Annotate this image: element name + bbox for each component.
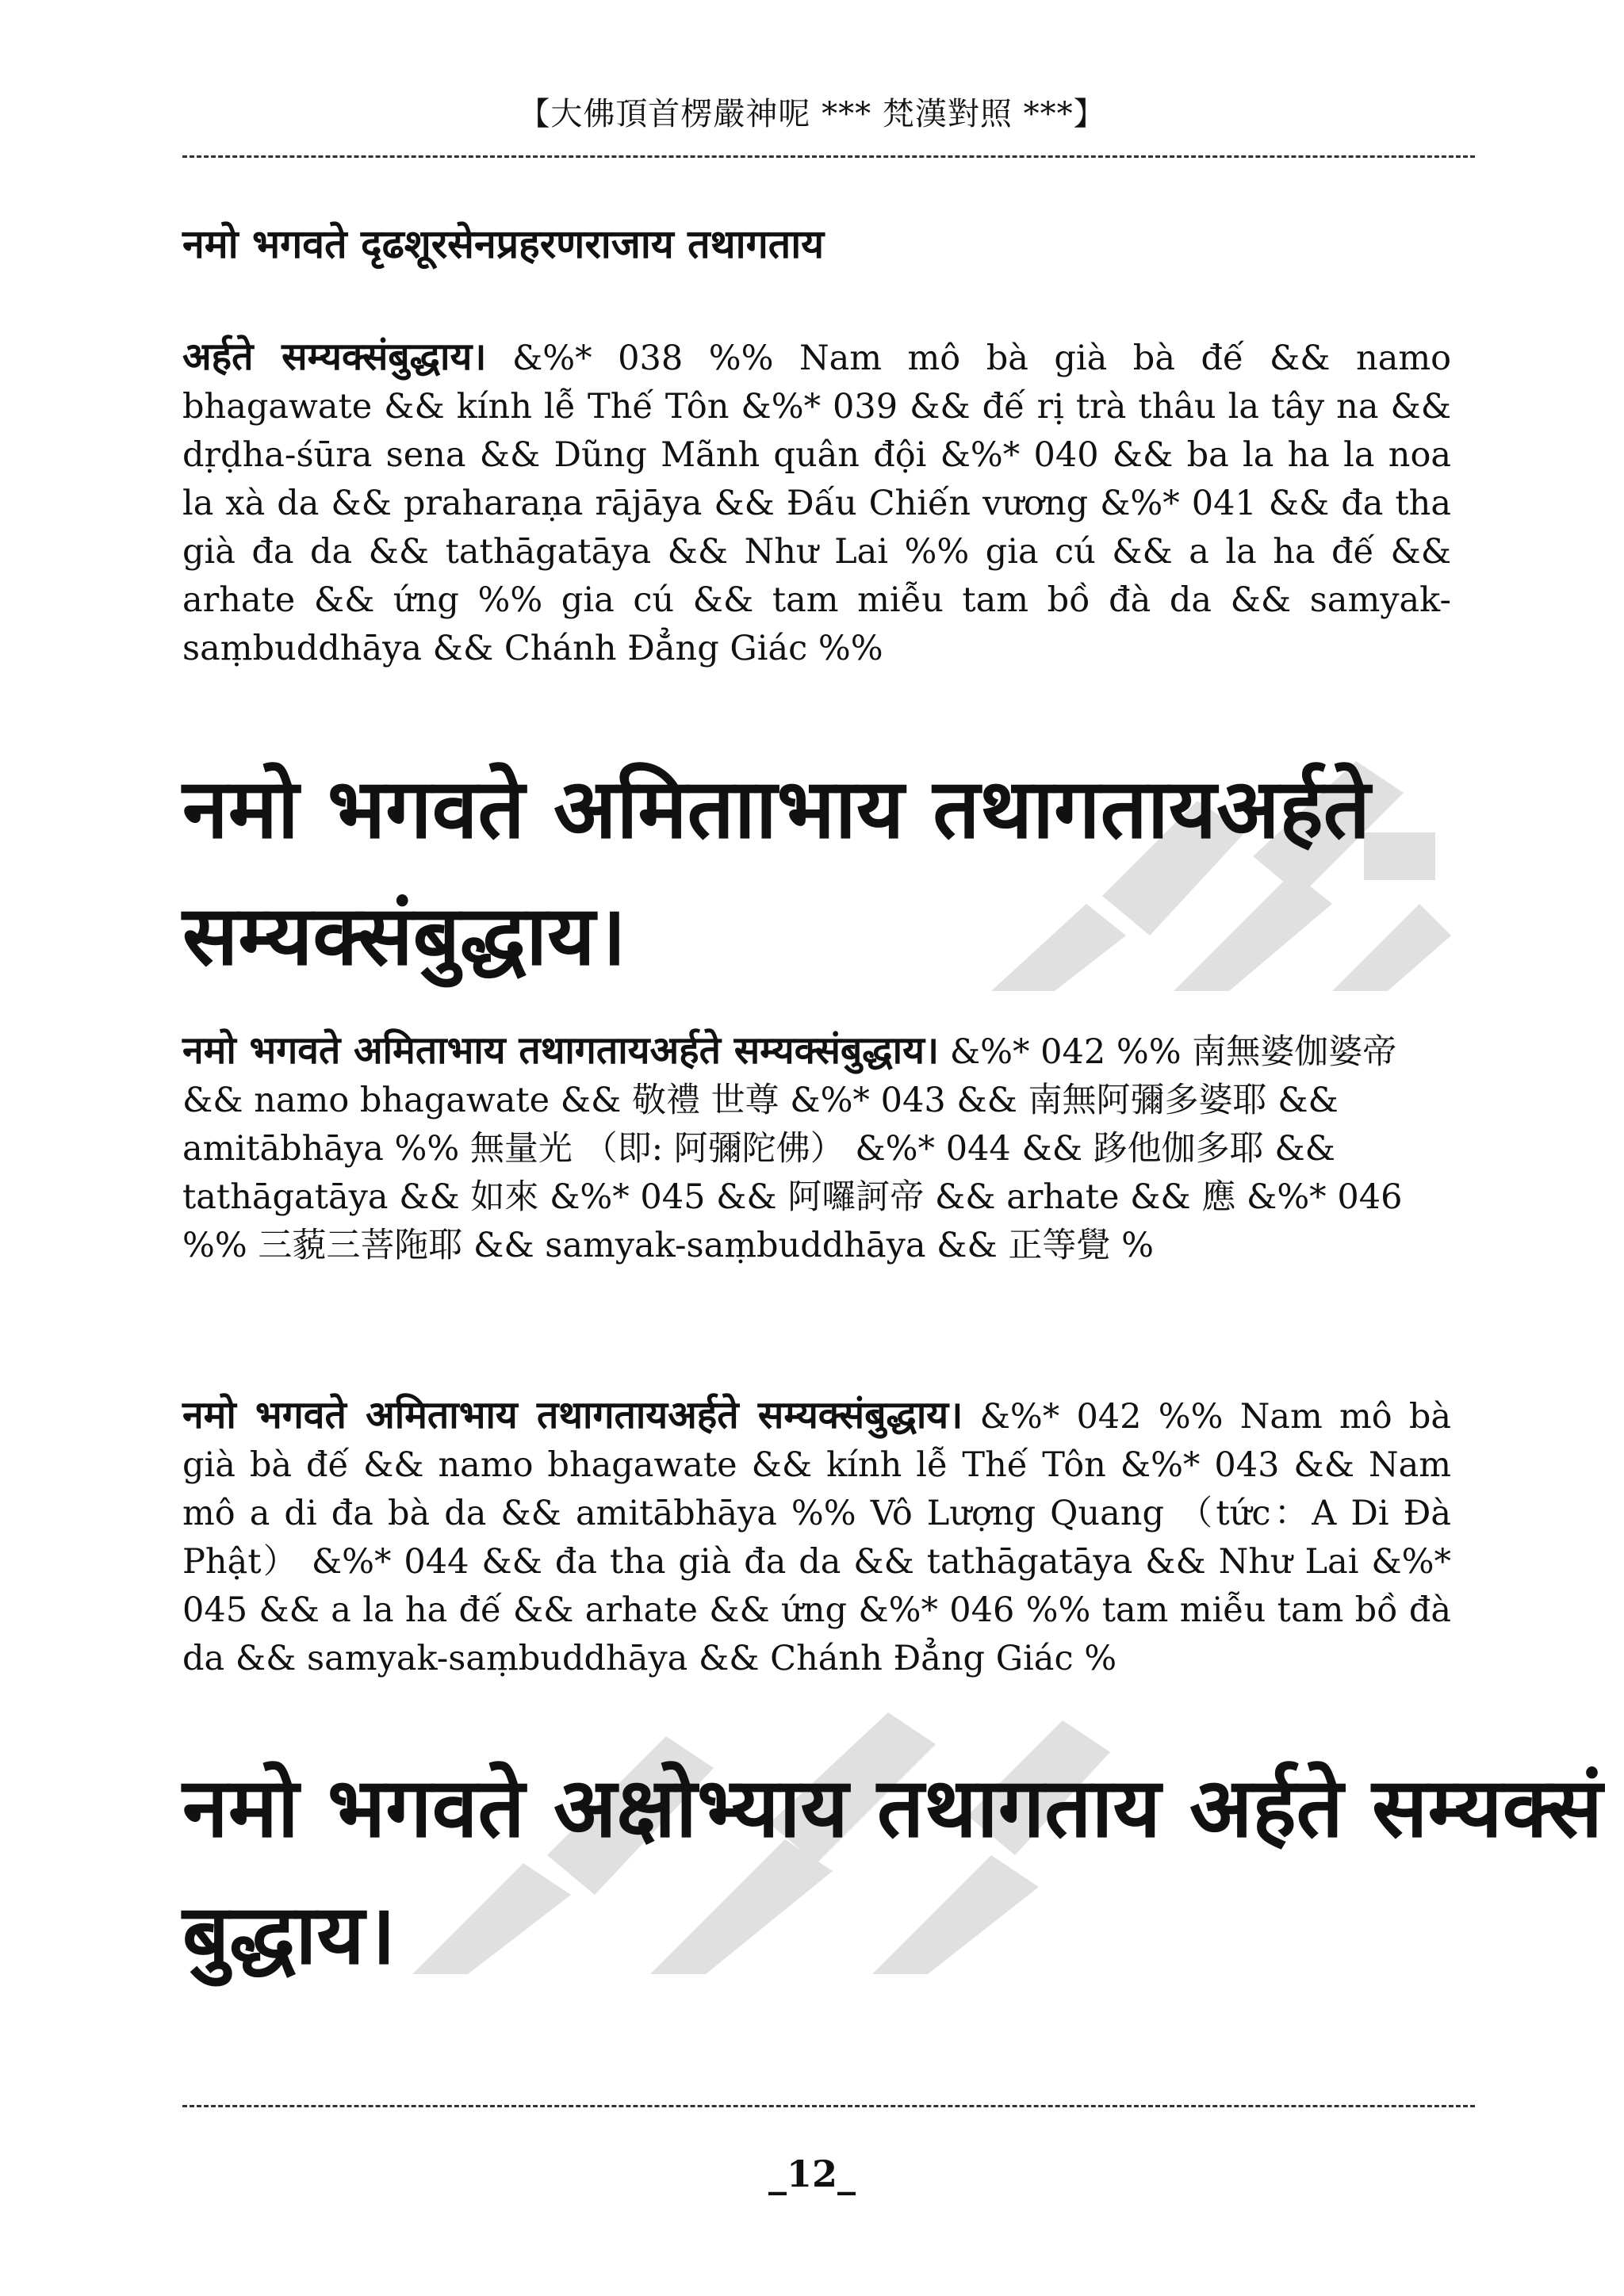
sanskrit-inline: नमो भगवते अमिताभाय तथागतायअर्हते सम्यक्संबुद्धाय। bbox=[182, 1393, 963, 1437]
running-header: 【大佛頂首楞嚴神呢 *** 梵漢對照 ***】 bbox=[518, 96, 1106, 132]
page-number: _12_ bbox=[768, 2152, 856, 2195]
sanskrit-inline: अर्हते सम्यक्संबुद्धाय। bbox=[182, 335, 487, 379]
section-amitabha-large-block bbox=[182, 745, 1530, 999]
section-akshobhya-large-block bbox=[182, 1744, 1603, 1998]
header-divider bbox=[182, 155, 1475, 158]
footer-divider bbox=[182, 2105, 1475, 2107]
section-amitabha-vietnamese-paragraph bbox=[182, 1391, 1451, 1683]
section-dridha-paragraph bbox=[182, 333, 1451, 673]
sanskrit-large-line-2: बुद्धाय। bbox=[182, 1886, 396, 1983]
sanskrit-large-line-1: नमो भगवते अमितााभाय तथागतायअर्हते bbox=[182, 760, 1371, 857]
sanskrit-large-line-1: नमो भगवते अक्षोभ्याय तथागताय अर्हते सम्यक्सं bbox=[182, 1759, 1603, 1856]
section-dridha-heading-block bbox=[182, 212, 1451, 276]
sanskrit-large-line-2: सम्यक्संबुद्धाय। bbox=[182, 887, 626, 984]
sanskrit-heading: नमो भगवते दृढशूरसेनप्रहरणराजाय तथागताय bbox=[182, 221, 825, 267]
transliteration-text: &%* 038 %% Nam mô bà già bà đế && namo bhagawate && kính lễ Thế Tôn &%* 039 && đế rị trà thâu la tây na && dṛḍha-śūra sena && Dũng Mãnh quân đội &%* 040 && ba la ha la noa la xà da && praharaṇa rājāya && Đấu Chiến vương &%* 041 && đa tha già đa da && tathāgatāya && Như Lai %% gia cú && a la ha đế && arhate && ứng %% gia cú && tam miễu tam bồ đà da && samyak-saṃbuddhāya && Chánh Đẳng Giác %% bbox=[182, 339, 1452, 668]
vietnamese-transliteration-text: &%* 042 %% Nam mô bà già bà đế && namo bhagawate && kính lễ Thế Tôn &%* 043 && Nam mô a di đa bà da && amitābhāya %% Vô Lượng Quang （tức：A Di Đà Phật） &%* 044 && đa tha già đa da && tathāgatāya && Như Lai &%* 045 && a la ha đế && arhate && ứng &%* 046 %% tam miễu tam bồ đà da && samyak-saṃbuddhāya && Chánh Đẳng Giác % bbox=[182, 1397, 1451, 1678]
sanskrit-inline: नमो भगवते अमिताभाय तथागतायअर्हते सम्यक्संबुद्धाय। bbox=[182, 1028, 940, 1073]
section-amitabha-chinese-paragraph bbox=[182, 1027, 1451, 1270]
chinese-transliteration-text: &%* 042 %% 南無婆伽婆帝 && namo bhagawate && 敬禮 世尊 &%* 043 && 南無阿彌多婆耶 && amitābhāya %% 無量光 （即: 阿彌陀佛） &%* 044 && 跢他伽多耶 && tathāgatāya && 如來 &%* 045 && 阿囉訶帝 && arhate && 應 &%* 046 %% 三藐三菩陁耶 && samyak-saṃbuddhāya && 正等覺 % bbox=[182, 1032, 1403, 1265]
